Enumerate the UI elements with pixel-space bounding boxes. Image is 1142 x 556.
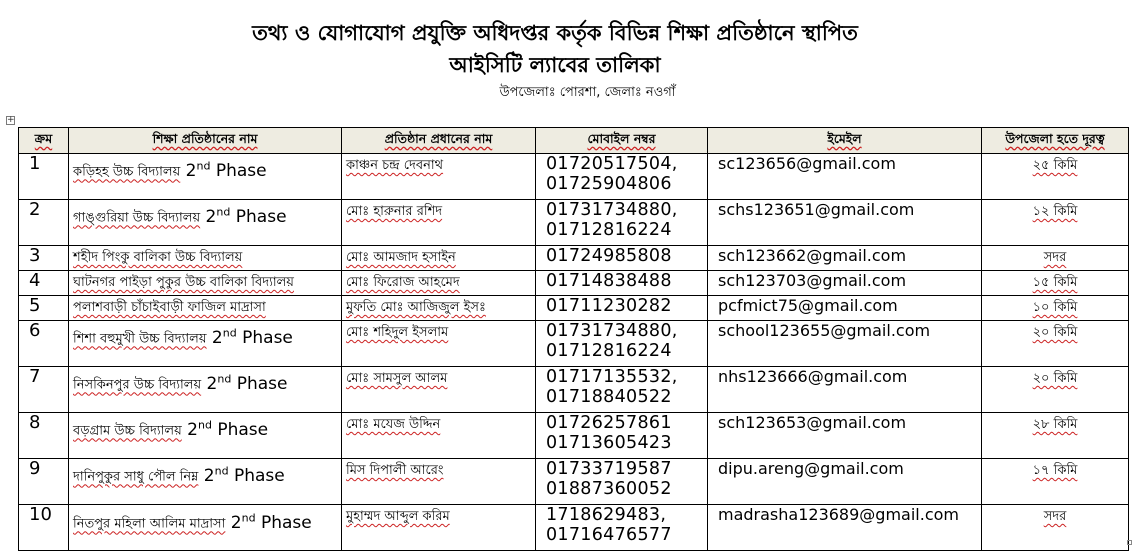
cell-institution: শিশা বহুমুখী উচ্চ বিদ্যালয় 2nd Phase [69, 321, 342, 367]
table-row [19, 367, 1129, 413]
cell-email: sch123662@gmail.com [708, 246, 982, 271]
cell-serial: 7 [19, 367, 69, 413]
cell-distance: সদর [982, 246, 1129, 271]
cell-email: school123655@gmail.com [708, 321, 982, 367]
cell-serial: 1 [19, 154, 69, 200]
cell-mobile: 01720517504, 01725904806 [536, 154, 708, 200]
document-title-line1: তথ্য ও যোগাযোগ প্রযুক্তি অধিদপ্তর কর্তৃক বিভিন্ন শিক্ষা প্রতিষ্ঠানে স্থাপিত [252, 21, 858, 45]
cell-mobile: 01711230282 [536, 296, 708, 321]
table-row [19, 200, 1129, 246]
cell-mobile: 01726257861 01713605423 [536, 413, 708, 459]
cell-mobile: 01717135532, 01718840522 [536, 367, 708, 413]
cell-distance: ১৭ কিমি [982, 459, 1129, 505]
header-serial: ক্রম [19, 128, 69, 154]
cell-mobile: 01733719587 01887360052 [536, 459, 708, 505]
header-email: ইমেইল [708, 128, 982, 154]
cell-serial: 5 [19, 296, 69, 321]
cell-institution: কড়িহহ উচ্চ বিদ্যালয় 2nd Phase [69, 154, 342, 200]
cell-institution: বড়গ্রাম উচ্চ বিদ্যালয় 2nd Phase [69, 413, 342, 459]
table-resize-handle-icon[interactable] [1127, 540, 1132, 545]
cell-serial: 4 [19, 271, 69, 296]
header-distance: উপজেলা হতে দূরত্ব [982, 128, 1129, 154]
cell-email: madrasha123689@gmail.com [708, 505, 982, 551]
header-institution: শিক্ষা প্রতিষ্ঠানের নাম [69, 128, 342, 154]
cell-email: sc123656@gmail.com [708, 154, 982, 200]
cell-institution: নিতপুর মহিলা আলিম মাদ্রাসা 2nd Phase [69, 505, 342, 551]
table-row [19, 271, 1129, 296]
cell-head-name: মুহাম্মদ আব্দুল করিম [342, 505, 536, 551]
table-row [19, 321, 1129, 367]
cell-institution: ঘাটনগর পাইড়া পুকুর উচ্চ বালিকা বিদ্যালয় [69, 271, 342, 296]
cell-email: dipu.areng@gmail.com [708, 459, 982, 505]
cell-head-name: মুফতি মোঃ আজিজুল ইসঃ [342, 296, 536, 321]
cell-mobile: 01724985808 [536, 246, 708, 271]
cell-serial: 9 [19, 459, 69, 505]
document-subtitle: উপজেলাঃ পোরশা, জেলাঃ নওগাঁ [499, 85, 676, 100]
cell-institution: দানিপুকুর সাধু পৌল নিম্ন 2nd Phase [69, 459, 342, 505]
table-row [19, 246, 1129, 271]
cell-email: nhs123666@gmail.com [708, 367, 982, 413]
cell-distance: ২৫ কিমি [982, 154, 1129, 200]
cell-head-name: মোঃ শহিদুল ইসলাম [342, 321, 536, 367]
cell-email: sch123653@gmail.com [708, 413, 982, 459]
table-move-handle-icon[interactable]: + [7, 115, 15, 125]
table-row [19, 505, 1129, 551]
header-mobile: মোবাইল নম্বর [536, 128, 708, 154]
cell-serial: 10 [19, 505, 69, 551]
cell-email: sch123703@gmail.com [708, 271, 982, 296]
ict-lab-table [18, 127, 1129, 551]
cell-head-name: মোঃ হারুনার রশিদ [342, 200, 536, 246]
cell-serial: 3 [19, 246, 69, 271]
cell-head-name: মোঃ আমজাদ হসাইন [342, 246, 536, 271]
cell-distance: ১৫ কিমি [982, 271, 1129, 296]
table-row [19, 154, 1129, 200]
cell-mobile: 01731734880, 01712816224 [536, 200, 708, 246]
cell-mobile: 1718629483, 01716476577 [536, 505, 708, 551]
cell-serial: 8 [19, 413, 69, 459]
cell-distance: ২৮ কিমি [982, 413, 1129, 459]
cell-distance: ২০ কিমি [982, 367, 1129, 413]
table-row [19, 296, 1129, 321]
cell-mobile: 01731734880, 01712816224 [536, 321, 708, 367]
table-row [19, 459, 1129, 505]
cell-email: schs123651@gmail.com [708, 200, 982, 246]
cell-serial: 2 [19, 200, 69, 246]
cell-distance: ১০ কিমি [982, 296, 1129, 321]
table-row [19, 413, 1129, 459]
cell-email: pcfmict75@gmail.com [708, 296, 982, 321]
document-title-line2: আইসিটি ল্যাবের তালিকা [449, 53, 661, 77]
cell-head-name: মিস দিপালী আরেং [342, 459, 536, 505]
cell-head-name: কাঞ্চন চন্দ্র দেবনাথ [342, 154, 536, 200]
cell-distance: ২০ কিমি [982, 321, 1129, 367]
cell-distance: সদর [982, 505, 1129, 551]
cell-head-name: মোঃ সামসুল আলম [342, 367, 536, 413]
cell-institution: শহীদ পিংকু বালিকা উচ্চ বিদ্যালয় [69, 246, 342, 271]
cell-institution: গাঙ্গুরিয়া উচ্চ বিদ্যালয় 2nd Phase [69, 200, 342, 246]
table-header-row [19, 128, 1129, 154]
cell-distance: ১২ কিমি [982, 200, 1129, 246]
cell-head-name: মোঃ মযেজ উদ্দিন [342, 413, 536, 459]
cell-institution: পলাশবাড়ী চাঁচাইবাড়ী ফাজিল মাদ্রাসা [69, 296, 342, 321]
cell-head-name: মোঃ ফিরোজ আহমেদ [342, 271, 536, 296]
cell-institution: নিসকিনপুর উচ্চ বিদ্যালয় 2nd Phase [69, 367, 342, 413]
cell-serial: 6 [19, 321, 69, 367]
cell-mobile: 01714838488 [536, 271, 708, 296]
header-head-name: প্রতিষ্ঠান প্রধানের নাম [342, 128, 536, 154]
